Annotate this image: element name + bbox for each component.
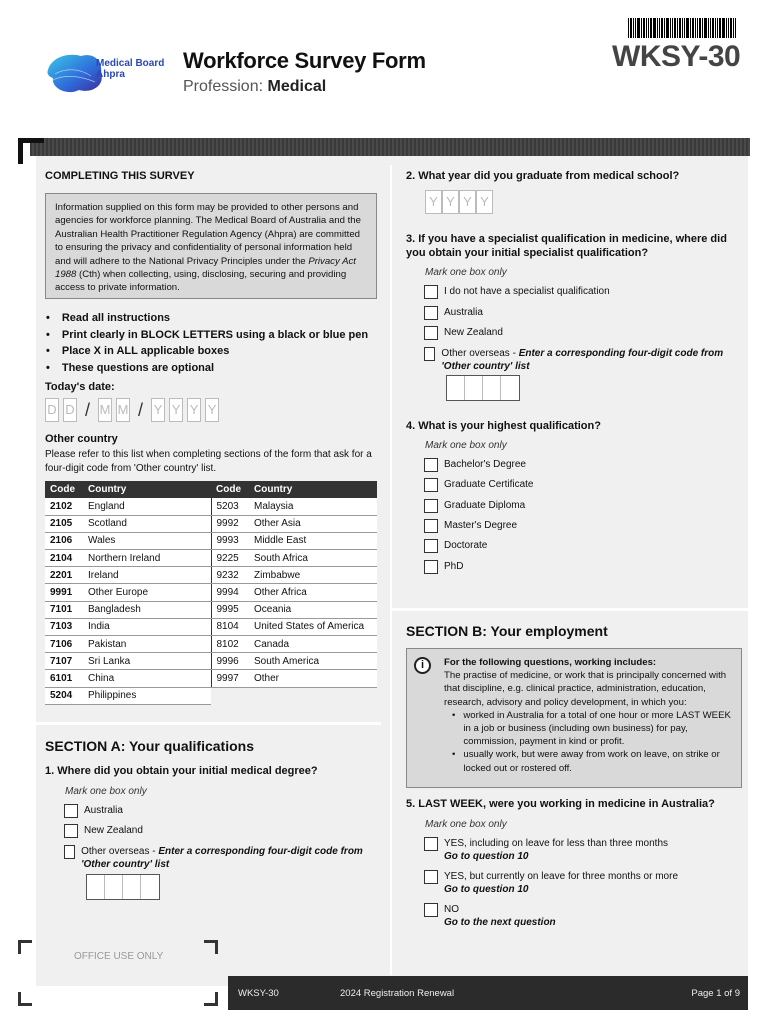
country-code: 8104 (211, 618, 249, 635)
option-label: NO Go to the next question (444, 904, 556, 928)
country-name: England (83, 498, 211, 515)
country-name: South America (249, 653, 377, 670)
year-box[interactable]: Y (169, 398, 183, 422)
country-name: Other Africa (249, 584, 377, 601)
country-name: South Africa (249, 550, 377, 567)
country-code: 9232 (211, 567, 249, 584)
checkbox[interactable] (64, 824, 78, 838)
country-row (45, 653, 377, 670)
col-country: Country (249, 481, 377, 498)
year-box[interactable]: Y (187, 398, 201, 422)
country-name: Ireland (83, 567, 211, 584)
day-box[interactable]: D (63, 398, 77, 422)
country-code: 9993 (211, 532, 249, 549)
country-code: 9996 (211, 653, 249, 670)
q3-option-australia[interactable] (424, 306, 483, 320)
option-label: YES, but currently on leave for three months or more Go to question 10 (444, 871, 678, 895)
country-code: 2106 (45, 532, 83, 549)
month-box[interactable]: M (98, 398, 112, 422)
todays-date-field[interactable] (45, 398, 219, 422)
checkbox[interactable] (64, 845, 75, 859)
country-code: 9995 (211, 601, 249, 618)
date-separator: / (85, 399, 91, 420)
country-name: Scotland (83, 515, 211, 532)
date-label: Today's date: (45, 381, 115, 393)
q1-text: 1. Where did you obtain your initial medical degree? (45, 765, 318, 777)
date-separator: / (138, 399, 144, 420)
profession: Profession: Medical (183, 78, 327, 95)
instruction-item: • These questions are optional (46, 360, 368, 377)
completing-heading: COMPLETING THIS SURVEY (45, 170, 195, 182)
info-heading: For the following questions, working includes: (444, 657, 657, 668)
country-code: 9991 (45, 584, 83, 601)
checkbox[interactable] (64, 804, 78, 818)
q4-option[interactable] (424, 458, 526, 472)
country-code: 2105 (45, 515, 83, 532)
country-name: Oceania (249, 601, 377, 618)
country-name: Other Asia (249, 515, 377, 532)
option-label: Bachelor's Degree (444, 459, 526, 470)
q3-text: 3. If you have a specialist qualification in medicine, where did you obtain your initial specialist qualification? (406, 233, 727, 259)
q3-mark-one: Mark one box only (425, 267, 507, 278)
country-name: China (83, 670, 211, 687)
country-code: 2104 (45, 550, 83, 567)
checkbox[interactable] (424, 903, 438, 917)
q5-text: 5. LAST WEEK, were you working in medicine in Australia? (406, 798, 715, 810)
option-label: Graduate Certificate (444, 479, 534, 491)
footer-code: WKSY-30 (238, 988, 279, 999)
year-box[interactable]: Y (205, 398, 219, 422)
q1-option-australia[interactable] (64, 804, 123, 818)
header-band (30, 138, 750, 156)
q3-option-none[interactable] (424, 285, 610, 299)
q5-option-yes[interactable] (424, 837, 668, 863)
section-divider (392, 608, 748, 611)
q4-option[interactable] (424, 560, 463, 574)
country-name: Wales (83, 532, 211, 549)
option-label: New Zealand (84, 825, 143, 836)
barcode (628, 18, 750, 38)
checkbox[interactable] (424, 560, 438, 574)
country-row (45, 670, 377, 687)
option-label: Australia (84, 805, 123, 816)
country-name: India (83, 618, 211, 635)
footer-bar (228, 976, 748, 1010)
country-row (45, 618, 377, 635)
info-icon: i (414, 657, 431, 674)
country-code: 9994 (211, 584, 249, 601)
country-name: Zimbabwe (249, 567, 377, 584)
info-bullet: worked in Australia for a total of one hour or more LAST WEEK in a job or business (including own business) for pay, commission, payment in kind or profit. (463, 709, 731, 748)
option-label: I do not have a specialist qualification (444, 286, 610, 297)
q4-option[interactable] (424, 519, 517, 533)
country-name: Canada (249, 636, 377, 653)
q5-mark-one: Mark one box only (425, 819, 507, 830)
q4-mark-one: Mark one box only (425, 440, 507, 451)
checkbox[interactable] (424, 519, 438, 533)
checkbox[interactable] (424, 458, 438, 472)
country-code: 9225 (211, 550, 249, 567)
country-code: 2201 (45, 567, 83, 584)
country-code: 8102 (211, 636, 249, 653)
country-row (45, 515, 377, 532)
checkbox[interactable] (424, 478, 438, 492)
country-name: Malaysia (249, 498, 377, 515)
country-name: Philippines (83, 687, 211, 704)
country-row (45, 567, 377, 584)
empty-cell (249, 687, 377, 704)
country-name: Other Europe (83, 584, 211, 601)
office-use-box (18, 940, 218, 1006)
country-row (45, 636, 377, 653)
q1-option-nz[interactable] (64, 824, 143, 838)
column-divider (390, 165, 392, 975)
option-label: Graduate Diploma (444, 499, 526, 511)
country-name: Middle East (249, 532, 377, 549)
country-code: 9992 (211, 515, 249, 532)
checkbox[interactable] (424, 326, 438, 340)
country-name: Northern Ireland (83, 550, 211, 567)
empty-cell (211, 687, 249, 704)
option-label: Master's Degree (444, 519, 518, 531)
checkbox[interactable] (424, 347, 435, 361)
option-label: Other overseas - Enter a corresponding four-digit code from 'Other country' list (441, 348, 724, 372)
info-bullet: usually work, but were away from work on leave, on strike or locked out or rostered off. (463, 749, 720, 774)
country-row (45, 601, 377, 618)
footer-title: 2024 Registration Renewal (340, 988, 455, 999)
country-code: 7106 (45, 636, 83, 653)
country-row (45, 498, 377, 515)
instruction-item: • Print clearly in BLOCK LETTERS using a black or blue pen (46, 327, 368, 344)
country-row (45, 532, 377, 549)
country-name: United States of America (249, 618, 377, 635)
option-label: Doctorate (444, 540, 488, 552)
year-box[interactable]: Y (151, 398, 165, 422)
country-code-table (45, 481, 377, 705)
q2-text: 2. What year did you graduate from medical school? (406, 170, 680, 182)
form-title: Workforce Survey Form (183, 48, 426, 73)
section-a-title: SECTION A: Your qualifications (45, 738, 254, 754)
section-divider (36, 722, 381, 725)
checkbox[interactable] (424, 306, 438, 320)
country-name: Pakistan (83, 636, 211, 653)
option-label: Australia (444, 307, 483, 318)
instruction-item: • Read all instructions (46, 310, 368, 327)
other-country-heading: Other country (45, 433, 118, 445)
country-code: 2102 (45, 498, 83, 515)
q1-option-other[interactable] (64, 845, 364, 871)
checkbox[interactable] (424, 499, 438, 513)
q3-country-code-input[interactable] (446, 375, 520, 401)
country-name: Sri Lanka (83, 653, 211, 670)
country-code: 7101 (45, 601, 83, 618)
q1-mark-one: Mark one box only (65, 786, 147, 797)
country-row (45, 550, 377, 567)
q3-option-nz[interactable] (424, 326, 503, 340)
country-row (45, 584, 377, 601)
section-b-title: SECTION B: Your employment (406, 623, 608, 639)
q2-year-input[interactable]: Y Y Y Y (425, 190, 493, 214)
checkbox[interactable] (424, 285, 438, 299)
q4-text: 4. What is your highest qualification? (406, 420, 601, 432)
country-code: 7103 (45, 618, 83, 635)
privacy-info: Information supplied on this form may be provided to other persons and agencies for workforce planning. The Medical Board of Australia and the Australian Health Practitioner Regulation Agency (Ahpra) are committed to ensuring the privacy and confidentiality of personal information held and will adhere to the National Privacy Principles under the Privacy Act 1988 (Cth) when collecting, using, disclosing, securing and providing access to private information. (45, 193, 377, 299)
option-label: PhD (444, 560, 464, 572)
q4-option[interactable] (424, 539, 487, 553)
form-code: WKSY-30 (612, 40, 741, 73)
checkbox[interactable] (424, 870, 438, 884)
office-use-label: OFFICE USE ONLY (74, 951, 164, 962)
checkbox[interactable] (424, 837, 438, 851)
q5-option-no[interactable] (424, 903, 556, 929)
page-number: Page 1 of 9 (691, 988, 740, 999)
q3-option-other[interactable] (424, 347, 734, 373)
q4-option[interactable] (424, 499, 525, 513)
instruction-item: • Place X in ALL applicable boxes (46, 343, 368, 360)
q4-option[interactable] (424, 478, 534, 492)
country-name: Bangladesh (83, 601, 211, 618)
option-label: New Zealand (444, 327, 503, 338)
q1-country-code-input[interactable] (86, 874, 160, 900)
info-body: The practise of medicine, or work that is principally concerned with that discipline, e.g. clinical practice, administration, education, research, advisory and policy development, in which you: (444, 670, 727, 708)
other-country-desc: Please refer to this list when completing sections of the form that ask for a four-digit code from 'Other country' list. (45, 449, 372, 474)
logo-text: Medical Board Ahpra (96, 58, 165, 80)
checkbox[interactable] (424, 539, 438, 553)
country-code: 5204 (45, 687, 83, 704)
col-country: Country (83, 481, 211, 498)
country-code: 9997 (211, 670, 249, 687)
option-label: Other overseas - Enter a corresponding four-digit code from 'Other country' list (81, 846, 363, 870)
country-code: 6101 (45, 670, 83, 687)
col-code: Code (211, 481, 249, 498)
country-row (45, 687, 377, 704)
instructions-list (46, 310, 368, 376)
q5-option-yes-leave[interactable] (424, 870, 678, 896)
col-code: Code (45, 481, 83, 498)
country-name: Other (249, 670, 377, 687)
day-box[interactable]: D (45, 398, 59, 422)
country-code: 7107 (45, 653, 83, 670)
month-box[interactable]: M (116, 398, 130, 422)
option-label: YES, including on leave for less than three months Go to question 10 (444, 838, 669, 862)
working-info-box: For the following questions, working includes: The practise of medicine, or work that is principally concerned with that discipline, e.g. clinical practice, administration, education, research, advisory and policy development, in which you: • worked in Australia for a total of one hour or more LAST WEEK in a job or business (including own business) for pay, commission, payment in kind or profit. • usually work, but were away from work on leave, on strike or locked out or rostered off. (406, 648, 742, 788)
country-code: 5203 (211, 498, 249, 515)
